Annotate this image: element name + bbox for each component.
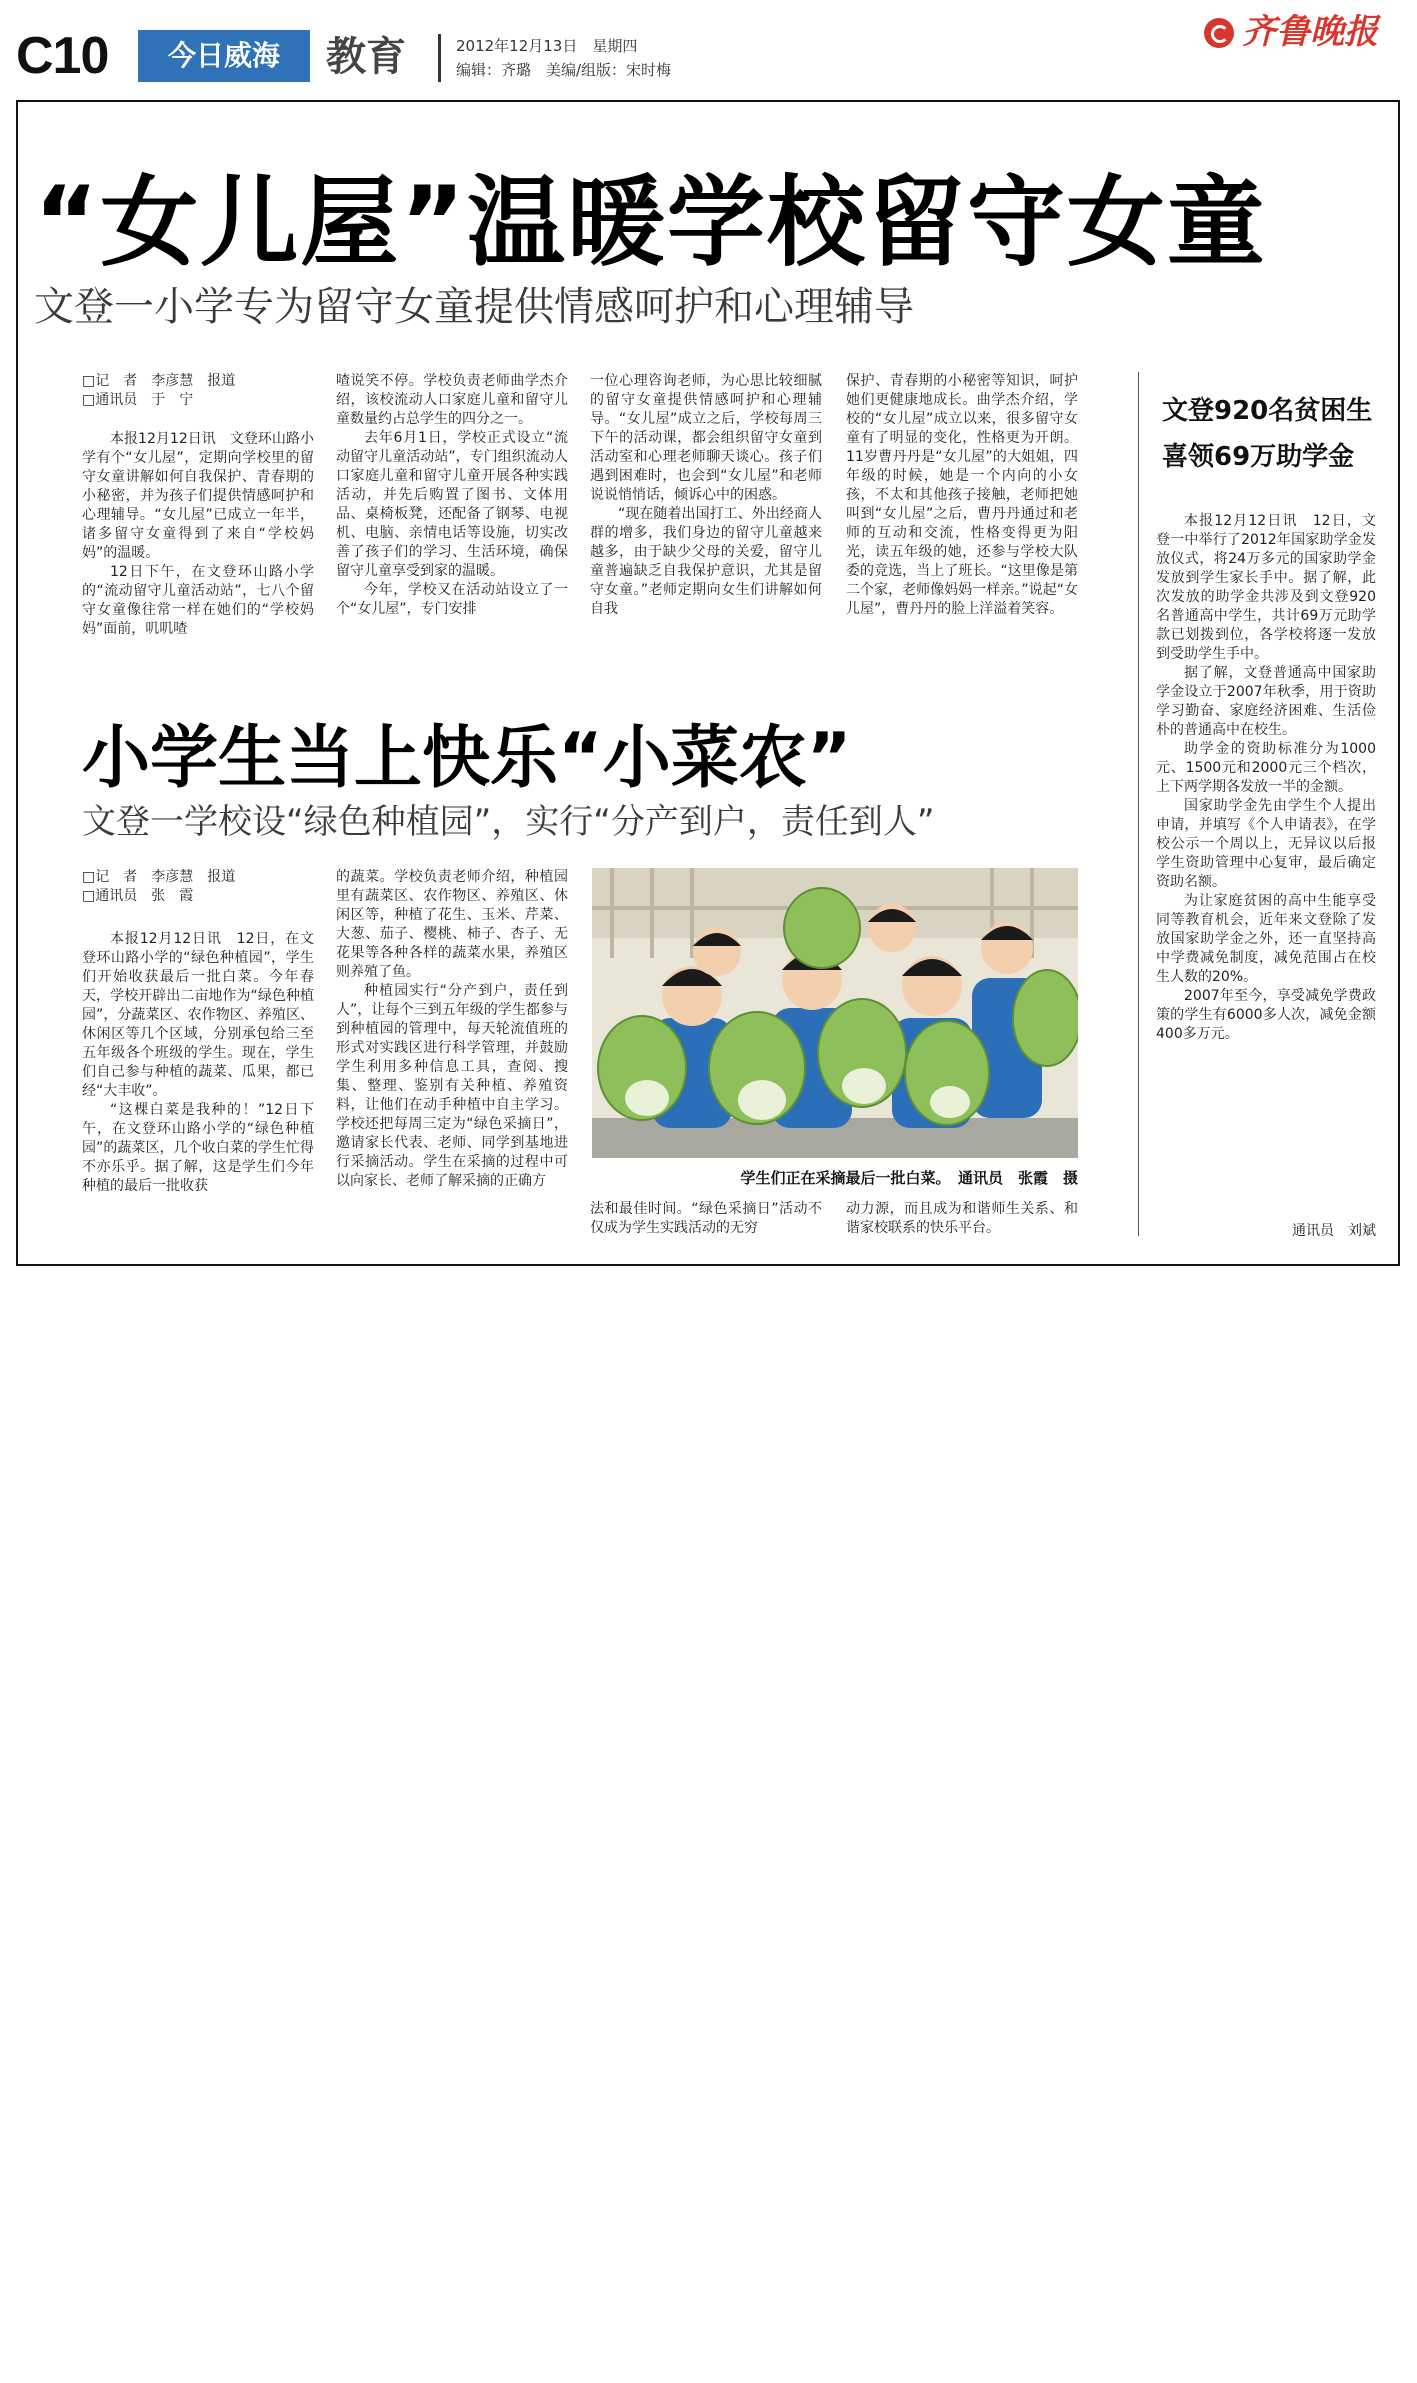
sidebar-headline (1162, 388, 1392, 480)
paragraph: 助学金的资助标准分为1000元、1500元和2000元三个档次，上下两学期各发放一半的金额。 (1156, 741, 1376, 795)
editor-credits: 编辑：齐璐 美编/组版：宋时梅 (456, 61, 672, 79)
news-photo (592, 868, 1078, 1158)
children-with-cabbages-image (592, 868, 1078, 1158)
story1-column-4 (846, 372, 1078, 619)
paragraph: 保护、青春期的小秘密等知识，呵护她们更健康地成长。曲学杰介绍，学校的“女儿屋”成立以来，很多留守女童有了明显的变化，性格更为开朗。11岁曹丹丹是“女儿屋”的大姐姐，四年级的时候，她是一个内向的小女孩，不太和其他孩子接触，老师把她叫到“女儿屋”之后，曹丹丹通过和老师的互动和交流，性格变得更为阳光，读五年级的她，还参与学校大队委的竞选，当上了班长。“这里像是第二个家，老师像妈妈一样亲。”说起“女儿屋”，曹丹丹的脸上洋溢着笑容。 (846, 373, 1078, 617)
header-meta (456, 34, 671, 82)
sidebar-headline-line2: 喜领69万助学金 (1162, 442, 1355, 472)
masthead-emblem-icon (1204, 18, 1234, 48)
story2-column-4 (846, 1200, 1078, 1238)
sidebar-divider (1138, 372, 1139, 1236)
masthead-logo (1204, 10, 1400, 54)
sidebar-headline-line1: 文登920名贫困生 (1162, 396, 1373, 426)
story1-correspondent: □通讯员 于 宁 (82, 392, 194, 408)
story2-subtitle: 文登一学校设“绿色种植园”，实行“分产到户，责任到人” (82, 802, 935, 842)
sidebar-body (1156, 512, 1376, 1044)
paragraph: “这棵白菜是我种的！”12日下午，在文登环山路小学的“绿色种植园”的蔬菜区，几个收白菜的学生忙得不亦乐乎。据了解，这是学生们今年种植的最后一批收获 (82, 1102, 314, 1194)
paragraph: 国家助学金先由学生个人提出申请，并填写《个人申请表》，在学校公示一个周以上，无异议以后报学生资助管理中心复审，最后确定资助名额。 (1156, 798, 1376, 890)
paragraph: 本报12月12日讯 12日，文登一中举行了2012年国家助学金发放仪式，将24万多元的国家助学金发放到学生家长手中。据了解，此次发放的助学金共涉及到文登920名普通高中学生，共计69万元助学款已划拨到位，各学校将逐一发放到受助学生手中。 (1156, 513, 1376, 662)
story1-column-3 (590, 372, 822, 619)
story1-column-1 (82, 430, 314, 639)
paragraph: 本报12月12日讯 文登环山路小学有个“女儿屋”，定期向学校里的留守女童讲解如何自我保护、青春期的小秘密，并为孩子们提供情感呵护和心理辅导。“女儿屋”已成立一年半，诸多留守女童得到了来自“学校妈妈”的温暖。 (82, 431, 314, 561)
story2-byline (82, 868, 235, 906)
region-badge: 今日威海 (138, 30, 310, 82)
header-divider (438, 34, 441, 82)
paragraph: 一位心理咨询老师，为心思比较细腻的留守女童提供情感呵护和心理辅导。“女儿屋”成立之后，学校每周三下午的活动课，都会组织留守女童到活动室和心理老师聊天谈心。孩子们遇到困难时，也会到“女儿屋”和老师说说悄悄话，倾诉心中的困惑。 (590, 373, 822, 503)
story2-reporter: □记 者 李彦慧 报道 (82, 869, 236, 885)
story1-byline (82, 372, 235, 410)
paragraph: 为让家庭贫困的高中生能享受同等教育机会，近年来文登除了发放国家助学金之外，还一直坚持高中学费减免制度，减免范围占在校生人数的20%。 (1156, 893, 1376, 985)
paragraph: 动力源，而且成为和谐师生关系、和谐家校联系的快乐平台。 (846, 1201, 1078, 1236)
story2-correspondent: □通讯员 张 霞 (82, 888, 194, 904)
paragraph: 喳说笑不停。学校负责老师曲学杰介绍，该校流动人口家庭儿童和留守儿童数量约占总学生的四分之一。 (336, 373, 568, 427)
story1-column-2 (336, 372, 568, 619)
story2-column-2 (336, 868, 568, 1191)
paragraph: 种植园实行“分产到户，责任到人”，让每个三到五年级的学生都参与到种植园的管理中，每天轮流值班的形式对实践区进行科学管理，并鼓励学生利用多种信息工具，查阅、搜集、整理、鉴别有关种植、养殖资料，让他们在动手种植中自主学习。学校还把每周三定为“绿色采摘日”，邀请家长代表、老师、同学到基地进行采摘活动。学生在采摘的过程中可以向家长、老师了解采摘的正确方 (336, 983, 568, 1189)
paragraph: 12日下午，在文登环山路小学的“流动留守儿童活动站”，七八个留守女童像往常一样在她们的“学校妈妈”面前，叽叽喳 (82, 564, 314, 637)
paragraph: 今年，学校又在活动站设立了一个“女儿屋”，专门安排 (336, 582, 568, 617)
masthead-title: 齐鲁晚报 (1242, 12, 1378, 52)
story1-headline: “女儿屋”温暖学校留守女童 (34, 166, 1267, 280)
paragraph: 去年6月1日，学校正式设立“流动留守儿童活动站”，专门组织流动人口家庭儿童和留守儿童开展各种实践活动，并先后购置了图书、文体用品、桌椅板凳，还配备了钢琴、电视机、电脑、亲情电话等设施，切实改善了孩子们的学习、生活环境，确保留守儿童享受到家的温暖。 (336, 430, 568, 579)
photo-caption: 学生们正在采摘最后一批白菜。 通讯员 张霞 摄 (740, 1169, 1078, 1187)
paragraph: “现在随着出国打工、外出经商人群的增多，我们身边的留守儿童越来越多，由于缺少父母的关爱，留守儿童普遍缺乏自我保护意识，尤其是留守女童。”老师定期向女生们讲解如何自我 (590, 506, 822, 617)
story1-reporter: □记 者 李彦慧 报道 (82, 373, 236, 389)
paragraph: 的蔬菜。学校负责老师介绍，种植园里有蔬菜区、农作物区、养殖区、休闲区等，种植了花生、玉米、芹菜、大葱、茄子、樱桃、柿子、杏子、无花果等各种各样的蔬菜水果，养殖区则养殖了鱼。 (336, 869, 568, 980)
story1-subtitle: 文登一小学专为留守女童提供情感呵护和心理辅导 (34, 284, 914, 330)
paragraph: 法和最佳时间。“绿色采摘日”活动不仅成为学生实践活动的无穷 (590, 1201, 822, 1236)
story2-column-3 (590, 1200, 822, 1238)
issue-date: 2012年12月13日 星期四 (456, 37, 638, 55)
story2-column-1 (82, 930, 314, 1196)
story2-headline: 小学生当上快乐“小菜农” (82, 719, 852, 798)
page-number: C10 (16, 27, 109, 85)
section-name: 教育 (326, 34, 406, 80)
sidebar-byline: 通讯员 刘斌 (1292, 1223, 1376, 1239)
paragraph: 2007年至今，享受减免学费政策的学生有6000多人次，减免金额400多万元。 (1156, 988, 1376, 1042)
paragraph: 本报12月12日讯 12日，在文登环山路小学的“绿色种植园”，学生们开始收获最后一批白菜。今年春天，学校开辟出二亩地作为“绿色种植园”，分蔬菜区、农作物区、养殖区、休闲区等几个区域，分别承包给三至五年级各个班级的学生。现在，学生们自己参与种植的蔬菜、瓜果，都已经“大丰收”。 (82, 931, 314, 1099)
paragraph: 据了解，文登普通高中国家助学金设立于2007年秋季，用于资助学习勤奋、家庭经济困难、生活俭朴的普通高中在校生。 (1156, 665, 1376, 738)
